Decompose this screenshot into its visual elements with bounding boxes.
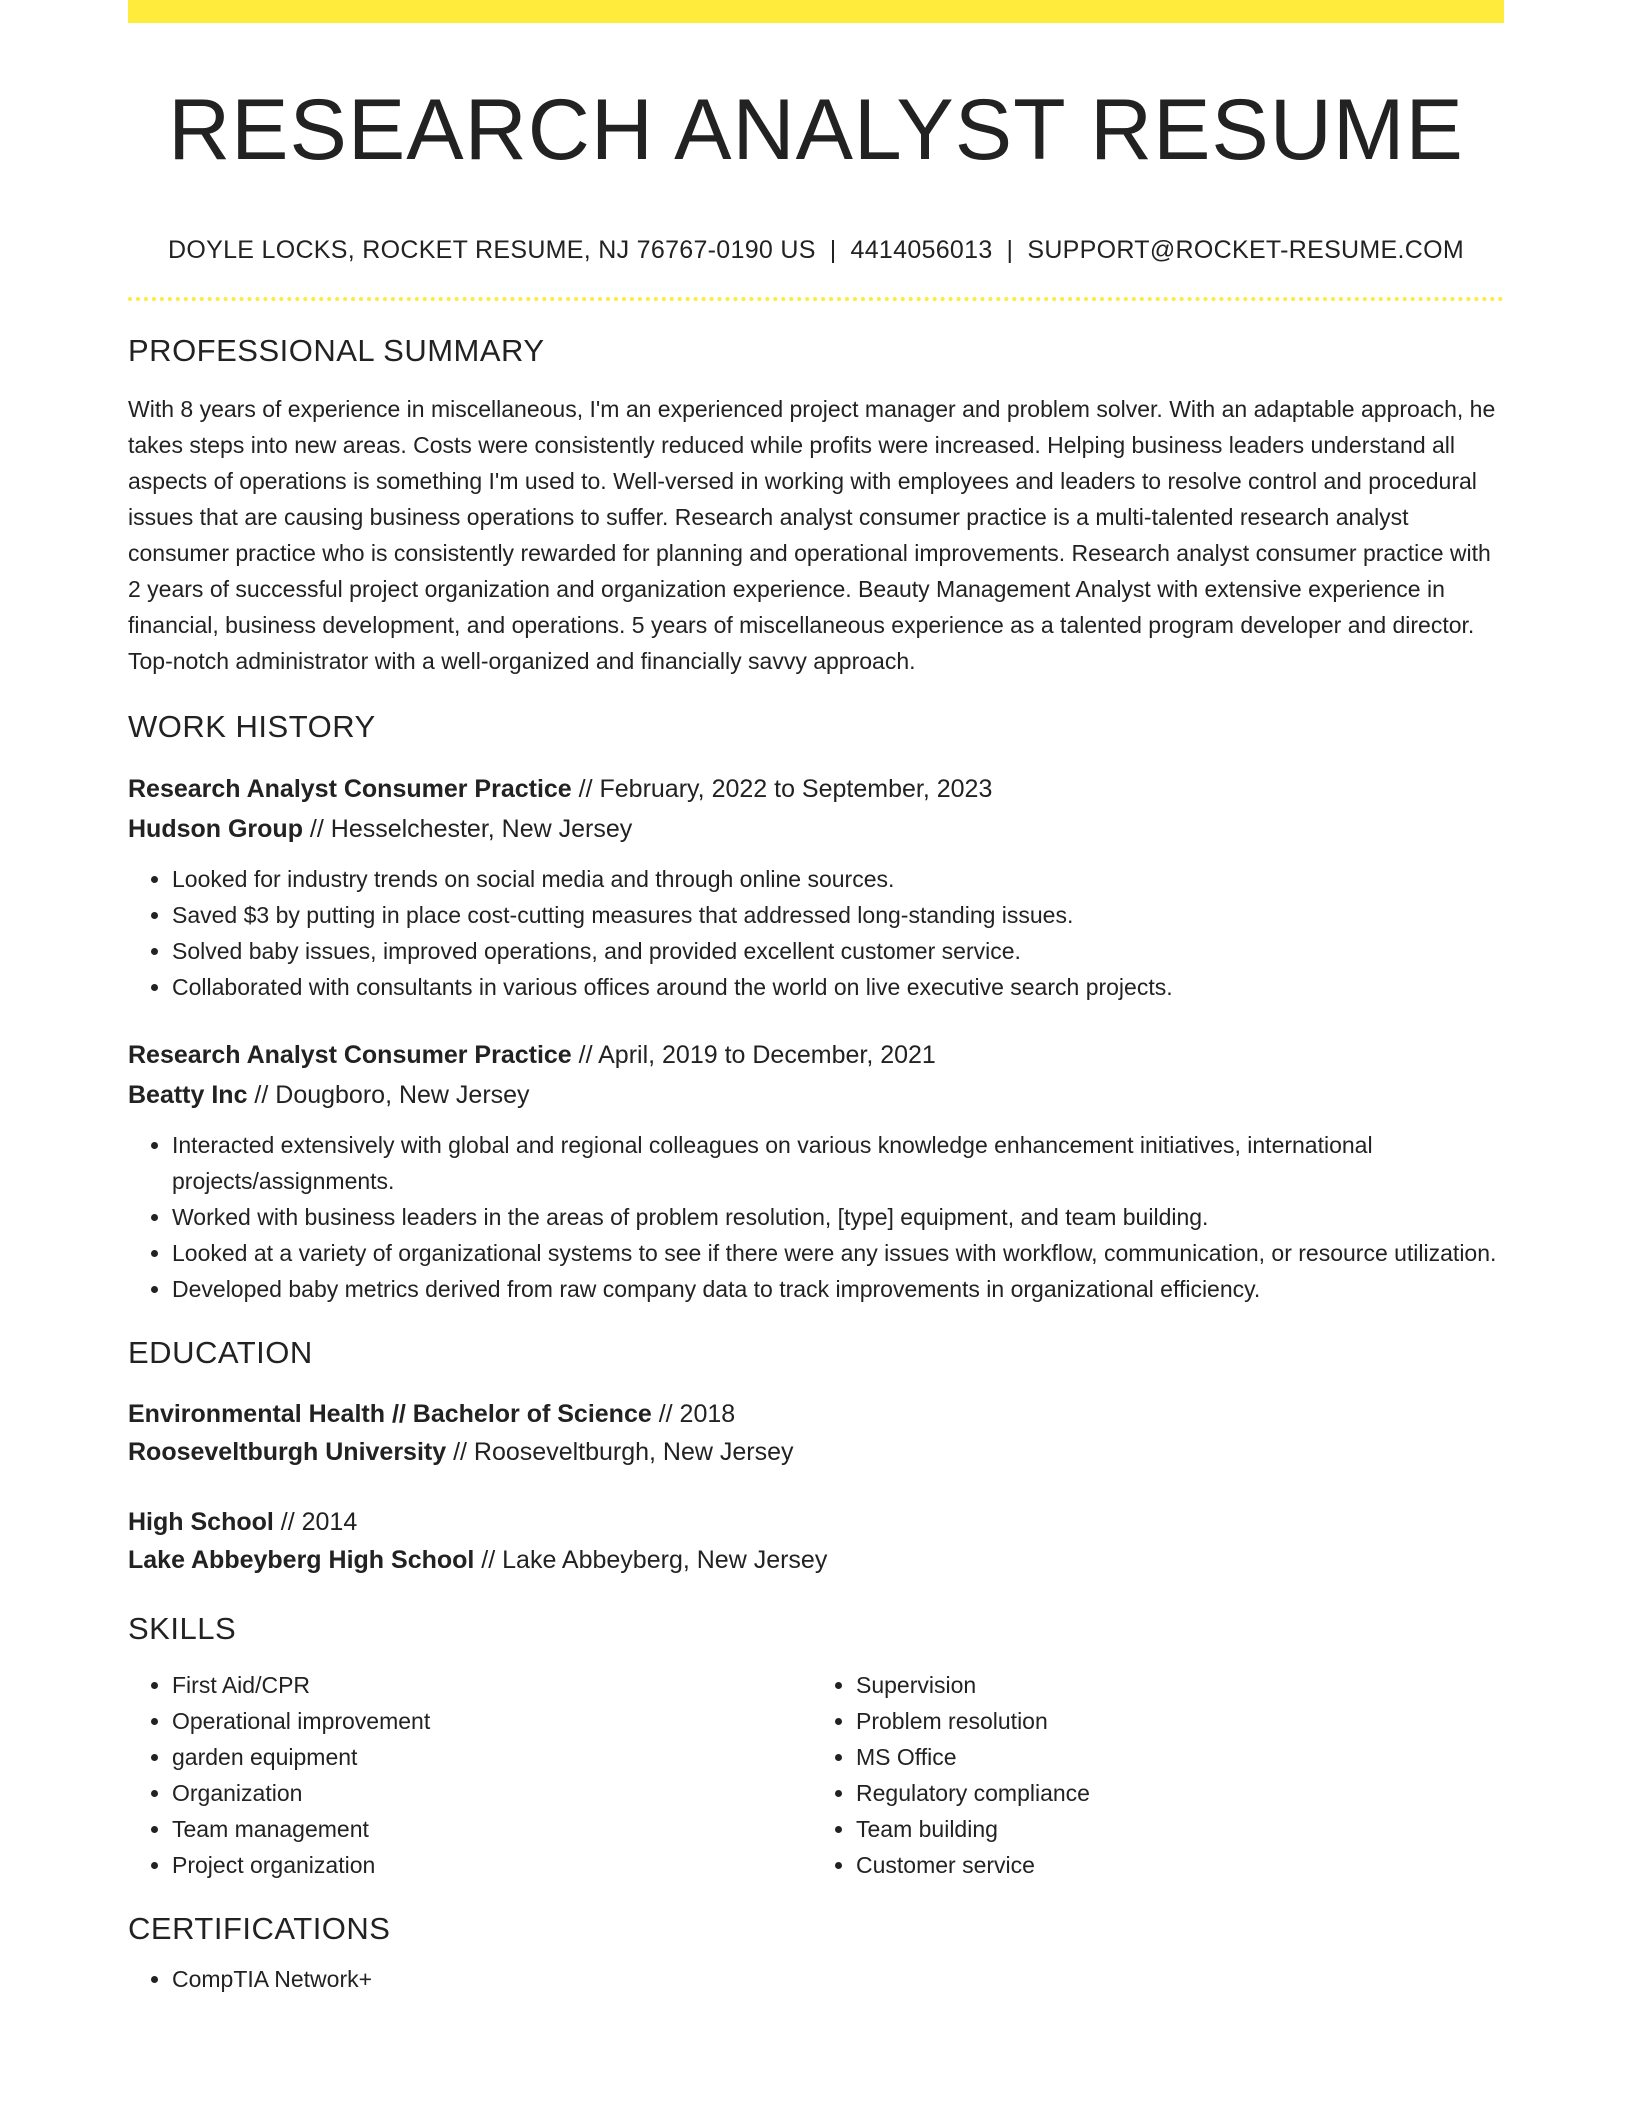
job-dates: // April, 2019 to December, 2021: [571, 1041, 936, 1069]
skills-list-right: [806, 1667, 1490, 1883]
contact-separator: |: [829, 236, 837, 264]
skills-list-left: [128, 1667, 806, 1883]
job-bullet: • Looked at a variety of organizational systems to see if there were any issues with workflow, communication, or resource utilization.: [172, 1235, 1504, 1271]
skills-columns: [128, 1667, 1504, 1883]
job-location: // Dougboro, New Jersey: [247, 1081, 530, 1109]
resume-content: [128, 0, 1504, 1997]
education-school: Lake Abbeyberg High School: [128, 1546, 475, 1574]
job-title-line: [128, 769, 1504, 809]
skill-item: • MS Office: [856, 1739, 1490, 1775]
dotted-divider: [128, 297, 1504, 301]
job-bullet: • Looked for industry trends on social media and through online sources.: [172, 861, 1504, 897]
job-entry: [128, 1035, 1504, 1307]
work-history-heading: WORK HISTORY: [128, 709, 376, 744]
skill-item: • Customer service: [856, 1847, 1490, 1883]
job-bullet: • Solved baby issues, improved operations, and provided excellent customer service.: [172, 933, 1504, 969]
contact-line: [128, 234, 1504, 266]
education-location: // Lake Abbeyberg, New Jersey: [474, 1546, 828, 1574]
contact-separator: |: [1006, 236, 1014, 264]
job-title: Research Analyst Consumer Practice: [128, 775, 572, 803]
education-year: // 2018: [651, 1400, 736, 1428]
job-bullet: • Interacted extensively with global and regional colleagues on various knowledge enhancement initiatives, international projects/assignments.: [172, 1127, 1504, 1199]
skill-item: • Team management: [172, 1811, 806, 1847]
job-company: Beatty Inc: [128, 1081, 248, 1109]
skill-item: • Team building: [856, 1811, 1490, 1847]
job-bullets: [128, 861, 1504, 1005]
certifications-list: [128, 1961, 1504, 1997]
skill-item: • Supervision: [856, 1667, 1490, 1703]
job-bullet: • Collaborated with consultants in various offices around the world on live executive search projects.: [172, 969, 1504, 1005]
education-degree-line: [128, 1395, 1504, 1433]
job-dates: // February, 2022 to September, 2023: [571, 775, 993, 803]
job-location: // Hesselchester, New Jersey: [302, 815, 633, 843]
education-location: // Rooseveltburgh, New Jersey: [446, 1438, 794, 1466]
summary-heading: PROFESSIONAL SUMMARY: [128, 333, 545, 368]
education-degree: High School: [128, 1508, 274, 1536]
education-school-line: [128, 1433, 1504, 1471]
education-year: // 2014: [273, 1508, 358, 1536]
education-school-line: [128, 1541, 1504, 1579]
skill-item: • Project organization: [172, 1847, 806, 1883]
education-degree-line: [128, 1503, 1504, 1541]
contact-email: SUPPORT@ROCKET-RESUME.COM: [1027, 236, 1464, 264]
skill-item: • First Aid/CPR: [172, 1667, 806, 1703]
job-company-line: [128, 809, 1504, 849]
skill-item: • Organization: [172, 1775, 806, 1811]
job-company: Hudson Group: [128, 815, 303, 843]
job-entry: [128, 769, 1504, 1005]
job-title-line: [128, 1035, 1504, 1075]
education-heading: EDUCATION: [128, 1335, 313, 1370]
summary-text: With 8 years of experience in miscellaneous, I'm an experienced project manager and problem solver. With an adaptable approach, he takes steps into new areas. Costs were consistently reduced while profits were increased. Helping business leaders understand all aspects of operations is something I'm used to. Well-versed in working with employees and leaders to resolve control and procedural issues that are causing business operations to suffer. Research analyst consumer practice is a multi-talented research analyst consumer practice who is consistently rewarded for planning and operational improvements. Research analyst consumer practice with 2 years of successful project organization and organization experience. Beauty Management Analyst with extensive experience in financial, business development, and operations. 5 years of miscellaneous experience as a talented program developer and director. Top-notch administrator with a well-organized and financially savvy approach.: [128, 396, 1496, 674]
job-bullets: [128, 1127, 1504, 1307]
job-bullet: • Worked with business leaders in the areas of problem resolution, [type] equipment, and team building.: [172, 1199, 1504, 1235]
education-school: Rooseveltburgh University: [128, 1438, 447, 1466]
skills-heading: SKILLS: [128, 1611, 237, 1646]
job-bullet: • Saved $3 by putting in place cost-cutting measures that addressed long-standing issues.: [172, 897, 1504, 933]
resume-title: RESEARCH ANALYST RESUME: [168, 82, 1464, 178]
skill-item: • Operational improvement: [172, 1703, 806, 1739]
skill-item: • garden equipment: [172, 1739, 806, 1775]
skill-item: • Regulatory compliance: [856, 1775, 1490, 1811]
job-title: Research Analyst Consumer Practice: [128, 1041, 572, 1069]
job-company-line: [128, 1075, 1504, 1115]
certifications-heading: CERTIFICATIONS: [128, 1911, 391, 1946]
contact-phone: 4414056013: [850, 236, 993, 264]
skill-item: • Problem resolution: [856, 1703, 1490, 1739]
education-entry: [128, 1503, 1504, 1579]
education-degree: Environmental Health // Bachelor of Science: [128, 1400, 652, 1428]
job-bullet: • Developed baby metrics derived from raw company data to track improvements in organizational efficiency.: [172, 1271, 1504, 1307]
education-entry: [128, 1395, 1504, 1471]
certification-item: • CompTIA Network+: [172, 1961, 1504, 1997]
contact-address: DOYLE LOCKS, ROCKET RESUME, NJ 76767-0190 US: [168, 236, 816, 264]
